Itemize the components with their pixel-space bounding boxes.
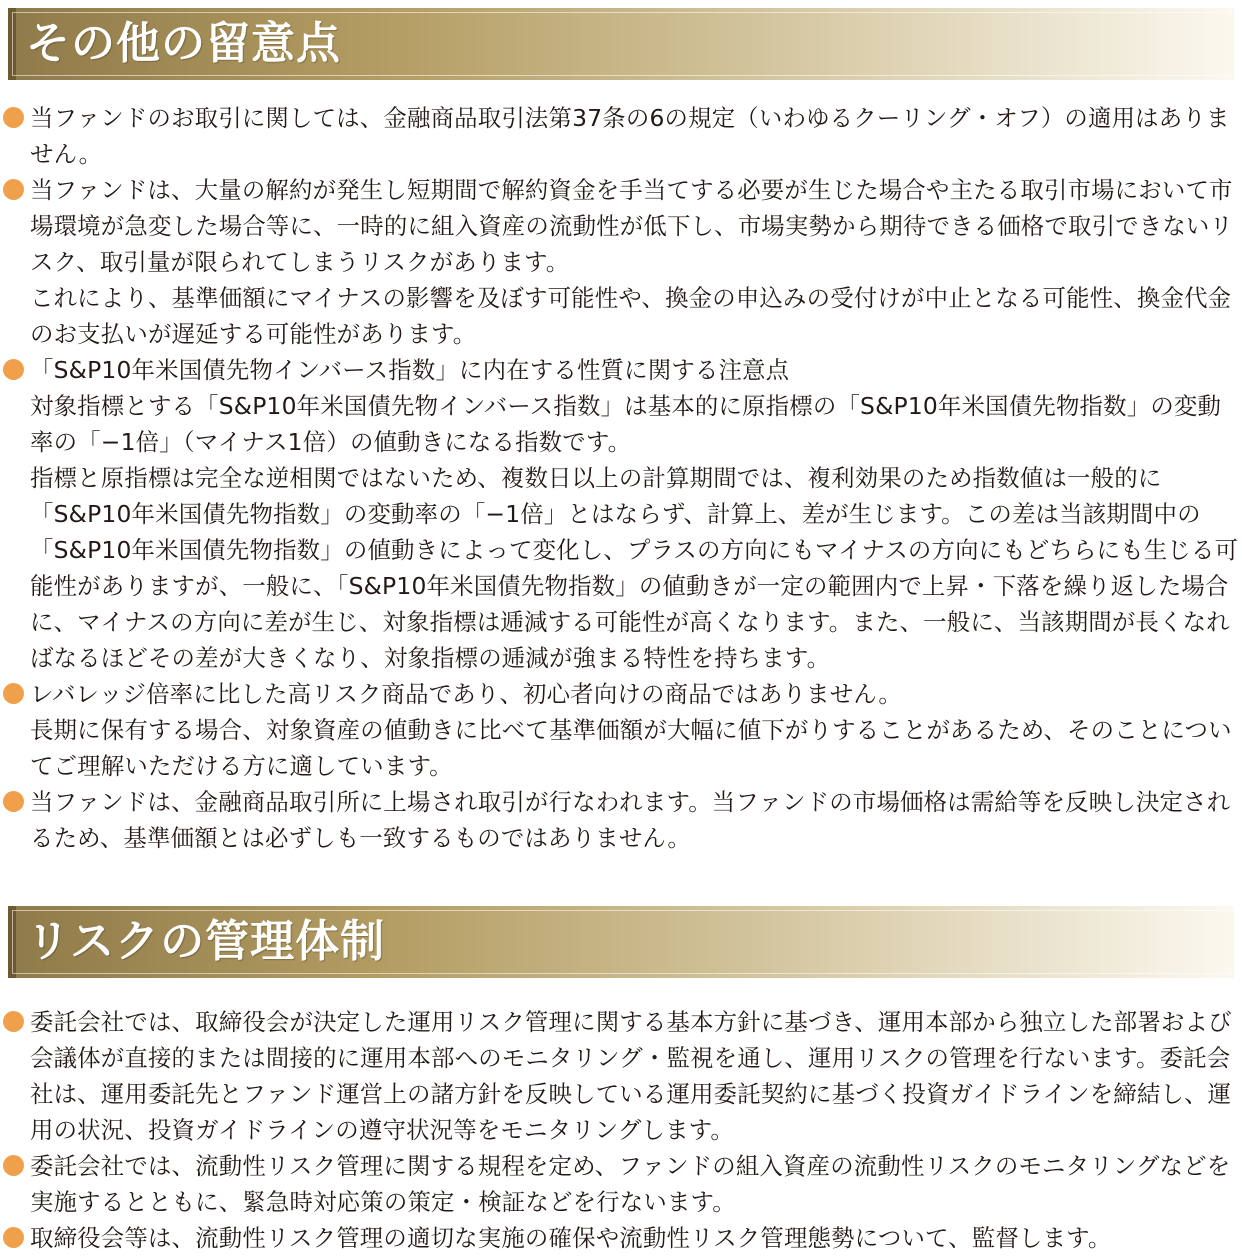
section-title: リスクの管理体制 — [26, 916, 386, 967]
section-list-risk-management — [0, 1004, 1242, 1256]
bullet-icon — [3, 1011, 24, 1032]
item-text: 当ファンドは、大量の解約が発生し短期間で解約資金を手当てする必要が生じた場合や主たる取引市場において市場環境が急変した場合等に、一時的に組入資産の流動性が低下し、市場実勢から期待できる価格で取引できないリスク、取引量が限られてしまうリスクがあります。 — [30, 176, 1234, 276]
item-text: これにより、基準価額にマイナスの影響を及ぼす可能性や、換金の申込みの受付けが中止となる可能性、換金代金のお支払いが遅延する可能性があります。 — [30, 284, 1232, 348]
list-item — [0, 784, 1242, 856]
section-list-other-notes — [0, 100, 1242, 856]
section-header-risk-management — [8, 906, 1234, 978]
list-item — [0, 352, 1242, 676]
section-title: その他の留意点 — [26, 18, 341, 69]
bullet-icon — [3, 179, 24, 200]
bullet-icon — [3, 791, 24, 812]
bullet-icon — [3, 683, 24, 704]
item-text: 指標と原指標は完全な逆相関ではないため、複数日以上の計算期間では、複利効果のため指数値は一般的に「S&P10年米国債先物指数」の変動率の「−1倍」とはならず、計算上、差が生じます。この差は当該期間中の「S&P10年米国債先物指数」の値動きによって変化し、プラスの方向にもマイナスの方向にもどちらにも生じる可能性がありますが、一般に、「S&P10年米国債先物指数」の値動きが一定の範囲内で上昇・下落を繰り返した場合に、マイナスの方向に差が生じ、対象指標は逓減する可能性が高くなります。また、一般に、当該期間が長くなればなるほどその差が大きくなり、対象指標の逓減が強まる特性を持ちます。 — [30, 464, 1239, 672]
list-item — [0, 1148, 1242, 1220]
item-text: 当ファンドのお取引に関しては、金融商品取引法第37条の6の規定（いわゆるクーリング・オフ）の適用はありません。 — [30, 104, 1230, 168]
list-item — [0, 1220, 1242, 1256]
item-text: 長期に保有する場合、対象資産の値動きに比べて基準価額が大幅に値下がりすることがあるため、そのことについてご理解いただける方に適しています。 — [30, 716, 1232, 780]
item-text: 取締役会等は、流動性リスク管理の適切な実施の確保や流動性リスク管理態勢について、監督します。 — [30, 1224, 1112, 1252]
bullet-icon — [3, 1155, 24, 1176]
bullet-icon — [3, 107, 24, 128]
bullet-icon — [3, 1227, 24, 1248]
list-item — [0, 100, 1242, 172]
list-item — [0, 1004, 1242, 1148]
section-header-other-notes — [8, 8, 1234, 80]
item-text: レバレッジ倍率に比した高リスク商品であり、初心者向けの商品ではありません。 — [30, 680, 902, 708]
list-item — [0, 172, 1242, 352]
item-heading: 「S&P10年米国債先物インバース指数」に内在する性質に関する注意点 — [30, 356, 790, 384]
item-text: 委託会社では、流動性リスク管理に関する規程を定め、ファンドの組入資産の流動性リスクのモニタリングなどを実施するとともに、緊急時対応策の策定・検証などを行ないます。 — [30, 1152, 1231, 1216]
item-text: 対象指標とする「S&P10年米国債先物インバース指数」は基本的に原指標の「S&P10年米国債先物指数」の変動率の「−1倍」（マイナス1倍）の値動きになる指数です。 — [30, 392, 1222, 456]
list-item — [0, 676, 1242, 784]
item-text: 委託会社では、取締役会が決定した運用リスク管理に関する基本方針に基づき、運用本部から独立した部署および会議体が直接的または間接的に運用本部へのモニタリング・監視を通し、運用リスクの管理を行ないます。委託会社は、運用委託先とファンド運営上の諸方針を反映している運用委託契約に基づく投資ガイドラインを締結し、運用の状況、投資ガイドラインの遵守状況等をモニタリングします。 — [30, 1008, 1232, 1144]
item-text: 当ファンドは、金融商品取引所に上場され取引が行なわれます。当ファンドの市場価格は需給等を反映し決定されるため、基準価額とは必ずしも一致するものではありません。 — [30, 788, 1231, 852]
bullet-icon — [3, 359, 24, 380]
